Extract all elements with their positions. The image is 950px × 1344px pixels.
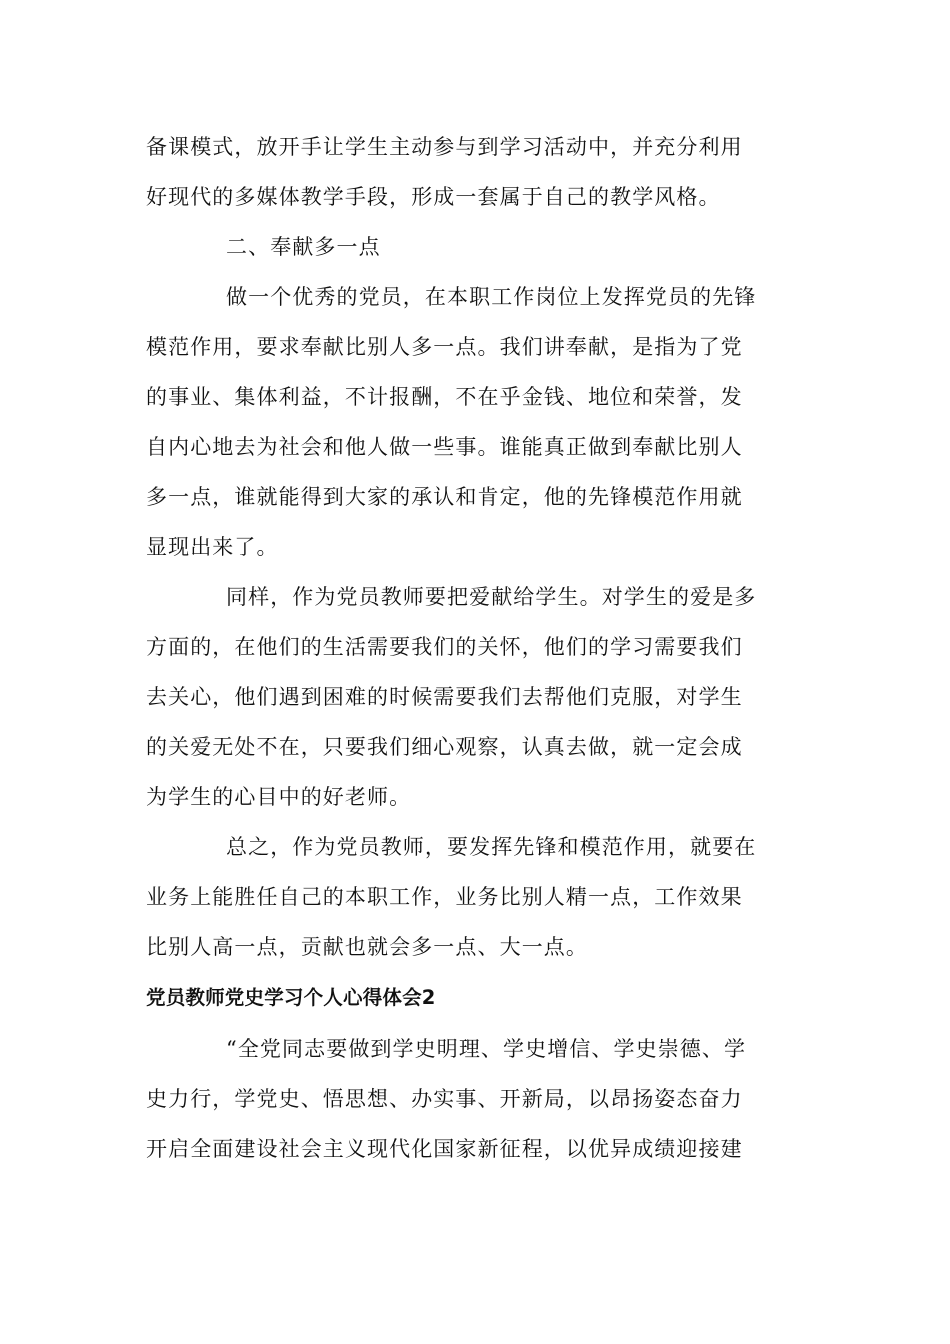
document-page xyxy=(146,122,798,1174)
section-subheading: 二、奉献多一点 xyxy=(226,235,381,259)
text-line: 开启全面建设社会主义现代化国家新征程，以优异成绩迎接建 xyxy=(146,1137,743,1161)
text-line: 业务上能胜任自己的本职工作，业务比别人精一点，工作效果 xyxy=(146,885,743,909)
text-line: 多一点，谁就能得到大家的承认和肯定，他的先锋模范作用就 xyxy=(146,485,743,509)
text-line: 模范作用，要求奉献比别人多一点。我们讲奉献，是指为了党 xyxy=(146,335,743,359)
text-line: 好现代的多媒体教学手段，形成一套属于自己的教学风格。 xyxy=(146,185,721,209)
text-line: 总之，作为党员教师，要发挥先锋和模范作用，就要在 xyxy=(226,835,757,859)
text-line: 的关爱无处不在，只要我们细心观察，认真去做，就一定会成 xyxy=(146,735,743,759)
text-line: 备课模式，放开手让学生主动参与到学习活动中，并充分利用 xyxy=(146,135,743,159)
text-line: 去关心，他们遇到困难的时候需要我们去帮他们克服，对学生 xyxy=(146,685,743,709)
text-line: 史力行，学党史、悟思想、办实事、开新局，以昂扬姿态奋力 xyxy=(146,1087,743,1111)
text-line: 做一个优秀的党员，在本职工作岗位上发挥党员的先锋 xyxy=(226,285,757,309)
text-line: 同样，作为党员教师要把爱献给学生。对学生的爱是多 xyxy=(226,585,757,609)
text-line: “全党同志要做到学史明理、学史增信、学史崇德、学 xyxy=(226,1037,747,1061)
text-line: 自内心地去为社会和他人做一些事。谁能真正做到奉献比别人 xyxy=(146,435,743,459)
text-line: 方面的，在他们的生活需要我们的关怀，他们的学习需要我们 xyxy=(146,635,743,659)
text-line: 显现出来了。 xyxy=(146,535,279,559)
text-line: 的事业、集体利益，不计报酬，不在乎金钱、地位和荣誉，发 xyxy=(146,385,743,409)
text-line: 为学生的心目中的好老师。 xyxy=(146,785,412,809)
section-heading: 党员教师党史学习个人心得体会2 xyxy=(146,986,436,1009)
text-line: 比别人高一点，贡献也就会多一点、大一点。 xyxy=(146,935,588,959)
